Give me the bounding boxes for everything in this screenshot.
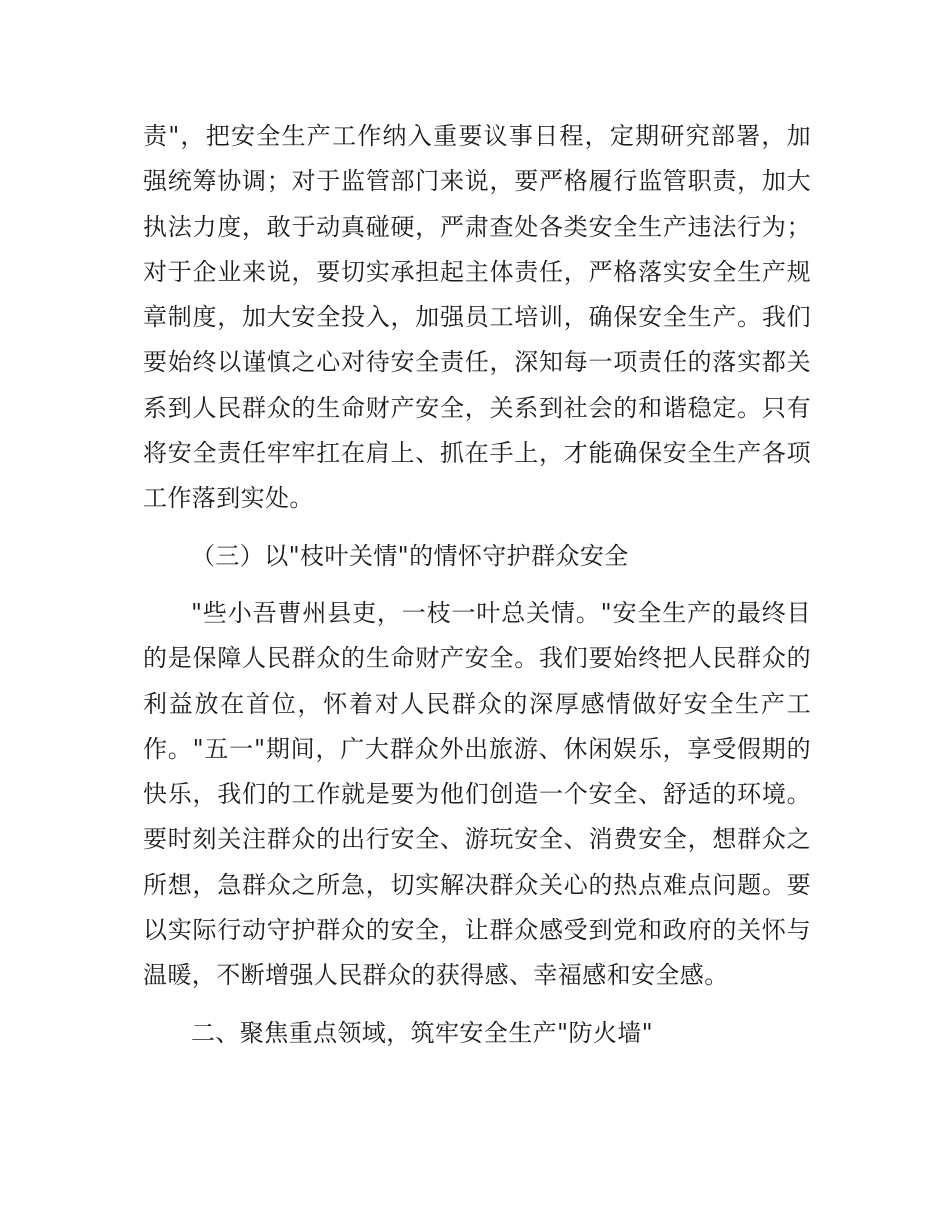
paragraph-spacer: [143, 579, 811, 591]
paragraph-spacer: [143, 522, 811, 534]
section-heading-protect-public-safety: （三）以"枝叶关情"的情怀守护群众安全: [191, 541, 629, 570]
document-body: [143, 114, 811, 1056]
section-heading-key-areas: 二、聚焦重点领域，筑牢安全生产"防火墙": [191, 1018, 654, 1047]
body-paragraph-public-safety: "些小吾曹州县吏，一枝一叶总关情。"安全生产的最终目的是保障人民群众的生命财产安全。我们要始终把人民群众的利益放在首位，怀着对人民群众的深厚感情做好安全生产工作。"五一"期间，广大群众外出旅游、休闲娱乐，享受假期的快乐，我们的工作就是要为他们创造一个安全、舒适的环境。要时刻关注群众的出行安全、游玩安全、消费安全，想群众之所想，急群众之所急，切实解决群众关心的热点难点问题。要以实际行动守护群众的安全，让群众感受到党和政府的关怀与温暖，不断增强人民群众的获得感、幸福感和安全感。: [143, 598, 811, 990]
body-paragraph-safety-responsibility: 责"，把安全生产工作纳入重要议事日程，定期研究部署，加强统筹协调；对于监管部门来说，要严格履行监管职责，加大执法力度，敢于动真碰硬，严肃查处各类安全生产违法行为；对于企业来说，要切实承担起主体责任，严格落实安全生产规章制度，加大安全投入，加强员工培训，确保安全生产。我们要始终以谨慎之心对待安全责任，深知每一项责任的落实都关系到人民群众的生命财产安全，关系到社会的和谐稳定。只有将安全责任牢牢扛在肩上、抓在手上，才能确保安全生产各项工作落到实处。: [143, 122, 811, 513]
paragraph-spacer: [143, 999, 811, 1011]
